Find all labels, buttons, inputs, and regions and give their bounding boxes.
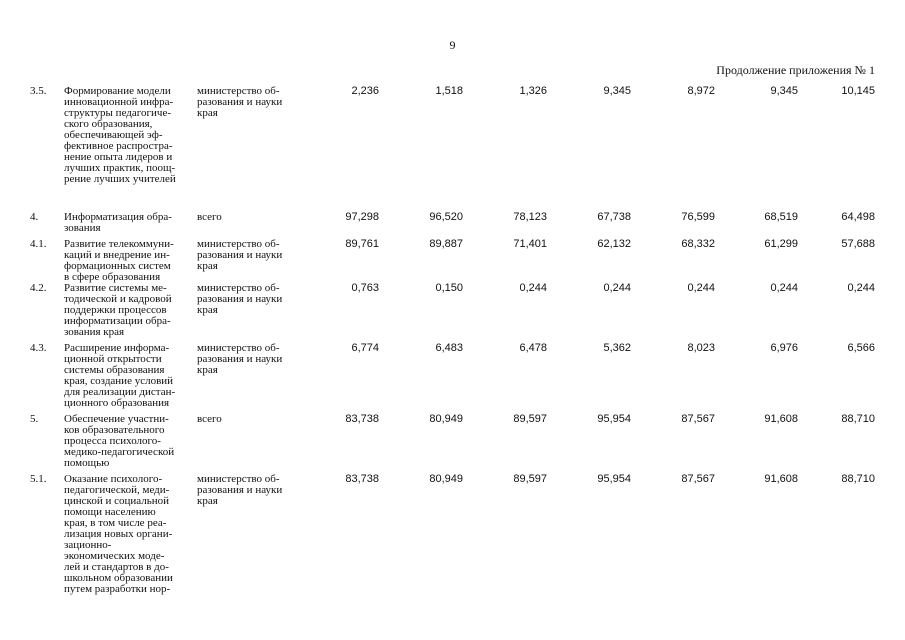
activity-name: Обеспечение участни- ков образовательного процесса психолого- медико-педагогической помощью xyxy=(64,413,175,469)
value-cell: 6,566 xyxy=(847,342,875,354)
value-cell: 62,132 xyxy=(597,238,631,250)
activity-name: Информатизация обра- зования xyxy=(64,211,172,234)
value-cell: 97,298 xyxy=(345,211,379,223)
activity-name: Оказание психолого- педагогической, меди- цинской и социальной помощи населению края, в том числе реа- лизация новых органи- зационно- экономических моде- лей и стандартов в до- школьном образовании путем разработки нор- xyxy=(64,473,173,595)
value-cell: 89,597 xyxy=(513,413,547,425)
activity-name: Развитие телекоммуни- каций и внедрение ин- формационных систем в сфере образования xyxy=(64,238,174,283)
value-cell: 0,244 xyxy=(770,282,798,294)
activity-name: Развитие системы ме- тодической и кадровой поддержки процессов информатизации обра- зования края xyxy=(64,282,172,338)
row-number: 4.2. xyxy=(30,282,47,294)
row-number: 5. xyxy=(30,413,39,425)
activity-name: Расширение информа- ционной открытости системы образования края, создание условий для реализации дистан- ционного образования xyxy=(64,342,176,409)
value-cell: 67,738 xyxy=(597,211,631,223)
value-cell: 6,483 xyxy=(435,342,463,354)
value-cell: 9,345 xyxy=(770,85,798,97)
value-cell: 80,949 xyxy=(429,473,463,485)
value-cell: 76,599 xyxy=(681,211,715,223)
value-cell: 0,244 xyxy=(687,282,715,294)
value-cell: 68,332 xyxy=(681,238,715,250)
value-cell: 71,401 xyxy=(513,238,547,250)
value-cell: 61,299 xyxy=(764,238,798,250)
value-cell: 8,023 xyxy=(687,342,715,354)
value-cell: 2,236 xyxy=(351,85,379,97)
continuation-label: Продолжение приложения № 1 xyxy=(716,63,875,77)
value-cell: 0,244 xyxy=(519,282,547,294)
row-number: 5.1. xyxy=(30,473,47,485)
executor: министерство об- разования и науки края xyxy=(197,342,283,376)
value-cell: 0,244 xyxy=(847,282,875,294)
value-cell: 89,761 xyxy=(345,238,379,250)
value-cell: 83,738 xyxy=(345,413,379,425)
row-number: 4. xyxy=(30,211,39,223)
program-table xyxy=(30,86,875,599)
row-number: 3.5. xyxy=(30,85,47,97)
value-cell: 96,520 xyxy=(429,211,463,223)
value-cell: 0,150 xyxy=(435,282,463,294)
value-cell: 68,519 xyxy=(764,211,798,223)
executor: министерство об- разования и науки края xyxy=(197,85,283,119)
executor: министерство об- разования и науки края xyxy=(197,238,283,272)
table-row-4-3 xyxy=(30,343,875,414)
value-cell: 0,763 xyxy=(351,282,379,294)
table-row-3-5 xyxy=(30,86,875,212)
table-row-5-1 xyxy=(30,474,875,599)
page-number: 9 xyxy=(449,38,456,52)
value-cell: 88,710 xyxy=(841,473,875,485)
row-number: 4.3. xyxy=(30,342,47,354)
executor: всего xyxy=(197,211,222,223)
value-cell: 87,567 xyxy=(681,473,715,485)
row-number: 4.1. xyxy=(30,238,47,250)
value-cell: 57,688 xyxy=(841,238,875,250)
value-cell: 89,597 xyxy=(513,473,547,485)
value-cell: 95,954 xyxy=(597,413,631,425)
activity-name: Формирование модели инновационной инфра- структуры педагогиче- ского образования, обеспечивающей эф- фективное распростра- нение опыта лидеров и лучших практик, поощ- рение лучших учителей xyxy=(64,85,176,185)
value-cell: 95,954 xyxy=(597,473,631,485)
value-cell: 1,518 xyxy=(435,85,463,97)
value-cell: 87,567 xyxy=(681,413,715,425)
value-cell: 91,608 xyxy=(764,473,798,485)
value-cell: 6,478 xyxy=(519,342,547,354)
table-row-4 xyxy=(30,212,875,239)
value-cell: 88,710 xyxy=(841,413,875,425)
value-cell: 91,608 xyxy=(764,413,798,425)
value-cell: 10,145 xyxy=(841,85,875,97)
value-cell: 83,738 xyxy=(345,473,379,485)
value-cell: 6,976 xyxy=(770,342,798,354)
value-cell: 8,972 xyxy=(687,85,715,97)
value-cell: 5,362 xyxy=(603,342,631,354)
value-cell: 6,774 xyxy=(351,342,379,354)
value-cell: 0,244 xyxy=(603,282,631,294)
value-cell: 80,949 xyxy=(429,413,463,425)
value-cell: 9,345 xyxy=(603,85,631,97)
table-row-5 xyxy=(30,414,875,474)
value-cell: 89,887 xyxy=(429,238,463,250)
table-row-4-1 xyxy=(30,239,875,283)
executor: министерство об- разования и науки края xyxy=(197,282,283,316)
value-cell: 64,498 xyxy=(841,211,875,223)
executor: всего xyxy=(197,413,222,425)
value-cell: 1,326 xyxy=(519,85,547,97)
executor: министерство об- разования и науки края xyxy=(197,473,283,507)
value-cell: 78,123 xyxy=(513,211,547,223)
table-row-4-2 xyxy=(30,283,875,343)
